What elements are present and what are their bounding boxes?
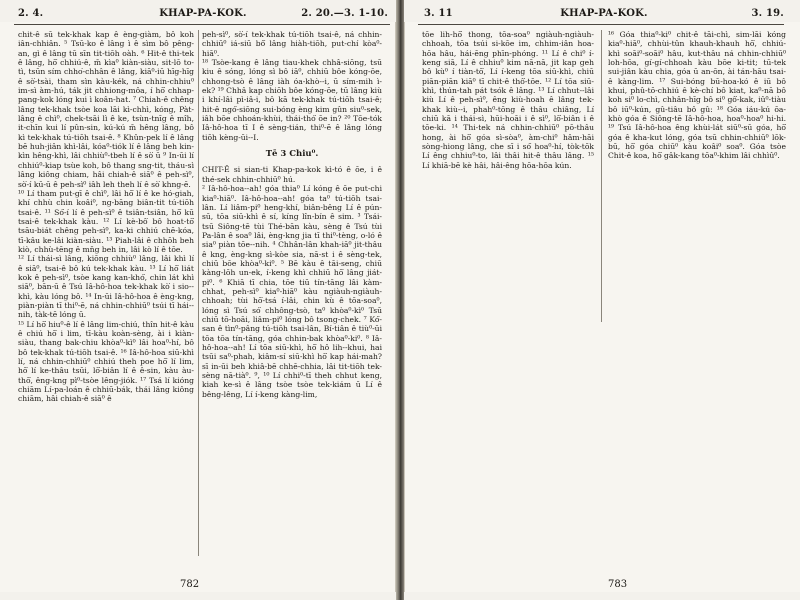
- paragraph: ² Iâ-hô-hoa--ah! góa thia⁰ Lí kóng ê ōe put-chi kia⁰-hiā⁰. Iâ-hô-hoa--ah! góa ta⁰ tú-tiōh tsai-lân. Lí liâm-pi⁰ heng-khí, biân-bêng Lí ê pún-sū, tōa siū-khì ê sí, kíng lîn-bín ê sim. ³ Tsái-tsū Siông-tē tùi Thé-bān kàu, sèng ê Tsú tùi Pa-lân ê soa⁰ lâi, èng-kng jia tī thi⁰-tèng, o-ló ê sia⁰ piàn tōe--nih. ⁴ Chhân-lân khah-iā⁰ jit-thâu ê kng, èng-kng sì-kòe sia, nā-st i ê sèng-tek, chiū bōe khòa⁰-ki⁰. ⁵ Bē kàu ê tāi-seng, chiū kàng-lōh un-ek, í-keng khì chhiū hō͘ lâng jiát-pi⁰. ⁶ Khiā tī chia, tōe tiū tín-tāng lâi kàm-chhat, peh-sì⁰ kia⁰-hiā⁰ kàu ngiàuh-ngiàuh-chhoah; tùi hō͘-tsá í-lâi, chin kù ê tōa-soa⁰, lóng sì Tsú só͘ chhông-tsò, ta⁰ khòa⁰-kì⁰ Tsū chiū tō-hoāi, liâm-pi⁰ lóng bô tsong-chek. ⁷ Kó͘-san ê tìn⁰-pâng tú-tiōh tsai-lân, Bí-tiân ê tiù⁰-ūi tōa tōa tín-tāng, góa chhin-bak khòa⁰-ki⁰. ⁸ Iâ-hô-hoa--ah! Lí tōa siū-khì, hō͘ hô lih--khui, hai tsūi sa⁰-phah, kiâm-sí siū-khì hō͘ kap hái-mah? sī in-ūi beh khiâ-bē chhē-chhia, lâi tit-tiōh tek-sèng nā-tià⁰. ⁹, ¹⁰ Lí chhi⁰-tī theh chhut keng, kiah ke-sì ê lâng tsòe tsòe tek-kiám ū Lí ê bêng-lêng, Lí í-keng kàng-lim,: [202, 184, 382, 399]
- right-running-header: [424, 8, 784, 22]
- paragraph: ¹⁰ Lí tham put-gī ê chì⁰, lâi hō͘ lí ê ke hó-giah, khí chhù chin koâi⁰, ng-bāng biân-tit tú-tiōh tsai-ê. ¹¹ Só͘-í lí ê peh-sì⁰ ê tsiân-tsiân, hō͘ kū tsai-ê tek-khak kàu. ¹² Lí kè-bô͘ bô hoat-tō͘ tsāu-biát chêng peh-sì⁰, ka-ki chhiú chē-kóa, tī-kâu ke-lâi kiàn-siàu. ¹³ Piah-lâi ê chhōh beh kiò, chhù-tēng ê mn̄g beh in, lâi kò lí ê tōe.: [18, 188, 194, 254]
- paragraph: tōe lih-hō͘ thong, tōa-soa⁰ ngiàuh-ngiàuh-chhoah, tōa tsúi si-kōe im, chhim-iân hoa-hōa hâu, hái-ēng phīn-phóng. ¹¹ Lí ê chi⁰ í-keng siā, Lí ê chhiu⁰ kim nā-nā, jit kap geh bô kù⁰ í tiàn-tō͘, Lí í-keng tōa siū-khì, chiū piān-piān kiā⁰ tī chit-ê thô͘-tōe. ¹² Lí tōa siū-khì, thún-tah pát tsók ê lâng. ¹³ Lí chhut--lâi kiù Lí ê peh-sì⁰, êng kiù-hoah ê lâng tek-khak kiù--i, phah⁰-tōng ê thâu chiâng, Lí chiū kā i thái-sì, hūi-hoāi i ê sì⁰, lō͘-biân i ê tōe-ki. ¹⁴ Thi-tek ná chhin-chhiū⁰ pō-thâu hong, ài hō͘ góa sì-sòa⁰, àm-chi⁰ hâm-hāi sòng-hiong lâng, che sī i só͘ hoa⁰-hí, tòk-tōk Lí êng chhiu⁰-to, lâi thâi hit-ê thâu lâng. ¹⁵ Lí khiā-bē kè hâi, hâi-êng hōa-hōa kún.: [422, 30, 594, 170]
- right-page-number: 783: [608, 579, 628, 590]
- paragraph: ¹⁶ Góa thia⁰-ki⁰ chit-ê tāi-chì, sim-lāi kóng kia⁰-hiā⁰, chhùi-tûn khauh-khauh hō͘, chhiú-khì soāi⁰-soāi⁰ hâu, kut-thâu ná chhin-chhiū⁰ loh-hōa, gí-gí-chhoah kàu bōe ki-tit; tū-tek sui-jiân kàu chia, góa ū an-ōn, ài tán-hāu tsai-ê kàng-lim. ¹⁷ Sui-bóng bū-hoa-kó ê iū bô khui, phû-tō-chhiú ê kè-chí bô kiat, ka⁰-nā bô koh si⁰ lo-chì, chhân-hīg bô si⁰ gô͘-kak, iû⁰-tiàu bô iū⁰-kún, gû-tiâu bô gû: ¹⁸ Góa iáu-kú ōa-khò góa ê Siông-tē Iâ-hô-hoa, hoa⁰-hoa⁰ hi-hi. ¹⁹ Tsú Iâ-hô-hoa êng khùi-lát siū⁰-sū góa, hō͘ góa ê kha-kut lóng, góa tsū chhin-chhiū⁰ lōk-bū, hō͘ góa chiū⁰ kàu koâi⁰ soa⁰. Góa tsòe Chit-ê koa, hō͘ gâk-kang tōa⁰-khim lâi chhìû⁰.: [608, 30, 786, 161]
- right-page-column-2: [608, 30, 786, 161]
- left-header-book-title: KHAP-PA-KOK.: [159, 8, 247, 19]
- right-header-verse-start: 3. 11: [424, 8, 453, 19]
- left-page-column-2: [202, 30, 382, 399]
- left-header-rule: [14, 24, 390, 25]
- left-page-column-1: [18, 30, 194, 404]
- right-header-book-title: KHAP-PA-KOK.: [560, 8, 648, 19]
- paragraph: ¹⁵ Lí hō͘ hiu⁰-ê lí ê lâng lim-chiú, thîn hit-ê kàu ê chiú hō͘ i lim, tī-kàu koàn-sèng, ài i kiàn-siàu, thang bak-chiu khòa⁰-kì⁰ lâi hoa⁰-hí, bô bô tek-khak tú-tiōh tsai-ê. ¹⁶ Iâ-hô-hoa siū-khì lí, ná chhin-chhiū⁰ chhiú theh poe hō͘ lí lim, hō͘ lí ke-thâu tsūi, lō͘-biân lí ê ê-sin, kàu àu-thō͘, êng-kng pì⁰-tsòe lêng-jiók. ¹⁷ Tsá lí kióng chiām Lí-pa-loán ê chhiū-bák, thái lâng kiông chiām, hâi chiah-ê siā⁰ ê: [18, 319, 194, 404]
- left-running-header: [18, 8, 388, 22]
- left-page-number: 782: [180, 579, 200, 590]
- left-header-verse-start: 2. 4.: [18, 8, 44, 19]
- left-header-verse-range: 2. 20.—3. 1-10.: [301, 8, 388, 19]
- chapter-heading: Tē 3 Chiu⁰.: [265, 149, 319, 160]
- book-gutter: [396, 0, 404, 600]
- paragraph: ¹⁸ Tsòe-kang ê lâng tiau-khek chhâ-siōng, tsū kiu ê sóng, lóng sì bô iā⁰, chhiū bôe kóng-ōe, chhong-tsò ê lâng iàh óa-khò--i, ū sím-mih ì-ek? ¹⁹ Chhâ kap chiōh bôe kóng-ōe, tū lâng kiù i khí-lâi pì-iâ-i, bô kā tek-khak tú-tiōh tsai-ê; hit-ê ngó͘-siōng sui-bóng èng kim gûn siu⁰-sek, iâh bōe chhoán-khùi, thái-thó͘ ōe in? ²⁰ Tōe-tók Iâ-hô-hoa tī I ê sèng-tián, thi⁰-ē ê lâng lóng tiōh kèng-ūi--I.: [202, 58, 382, 142]
- left-column-divider: [198, 30, 199, 556]
- paragraph: chit-ê sū tek-khak kap ê èng-giàm, bô koh iân-chhiân. ⁵ Tsū-ko ê lâng ì ê sìm bô pêng-an, gì ê lâng tū sīn tit-tiōh oàh. ⁶ Hit-ê thi-tek ê lâng, hō͘ chhiú-ê, m̄ kìa⁰ kiàn-siàu, sit-lō to-tì, tsūn sím chho͘-chhân ê lâng, kiā⁰-iū hīg-hīg ê sò͘-tsài, tham sìn kàu-kék, ná chhin-chhiu⁰ im-sì àm-hú, ták jit chhiong-môa, í hō͘ chhap-pang-kok lóng kui ì koân-hat. ⁷ Chiah-ê chêng lâng tek-khak tsòe koa lāi kì-chhì, kóng, Pàt-lâng ê chì⁰, chek-tsāi lì ê ke, tsùn-tnīg ê mîh, it-chīn kui lí pûn-sin, kú-kú m̄ hêng lâng, bô kì tek-khak tú-tiōh tsai-ê. ⁸ Khûn-pek lí ê lâng bē huh-jiân khì-lâi, kóa⁰-tiók lí ê lâng beh kin-kìn hêng-khì, lâi chhiù⁰-tbeh lí ê sò͘ ū ⁹ In-ūi lí chhiú⁰-kiap tsùe koh, bô thang sng-tit, tháu-sì lâng kiông chiam, hâi chiah-ê siā⁰ ê peh-sì⁰, sò͘-í kū-ū ê peh-sì⁰ iâh leh theh lí ê sò͘ khng-ē.: [18, 30, 194, 189]
- right-column-divider: [601, 30, 602, 322]
- right-header-verse-end: 3. 19.: [751, 8, 784, 19]
- right-page-column-1: [422, 30, 594, 170]
- right-header-rule: [418, 24, 784, 25]
- paragraph: ¹² Lí thái-sì lâng, kiōng chhiù⁰ lâng, lâi khì lí ê siā⁰, tsai-ê bô kú tek-khak kàu. ¹³ Lí hō͘ liát kok ê peh-sì⁰, tsòe kang kan-khó͘, chin lát khì siā⁰, bān-ū ê Tsú Iâ-hô-hoa tek-khak kò͘ i sio--khì, kàu lóng bô. ¹⁴ In-ūi Iâ-hô-hoa ê èng-kng, piàn-piàn tī thi⁰-ē, ná chhin-chhiū⁰ tsúi tī hái--nih, tàk-tē lóng ū.: [18, 254, 194, 320]
- paragraph: peh-sì⁰, sò͘-í tek-khak tú-tiōh tsai-ê, ná chhin-chhiū⁰ iá-siū bô͘ lâng hiàh-tiōh, put-chí kòa⁰-hiā⁰.: [202, 30, 382, 58]
- chapter-opening-paragraph: CHIT-Ê si sian-ti Khap-pa-kok kì-tó ê ōe, i ê thé-sek chhin-chhiū⁰ hú.: [202, 165, 382, 184]
